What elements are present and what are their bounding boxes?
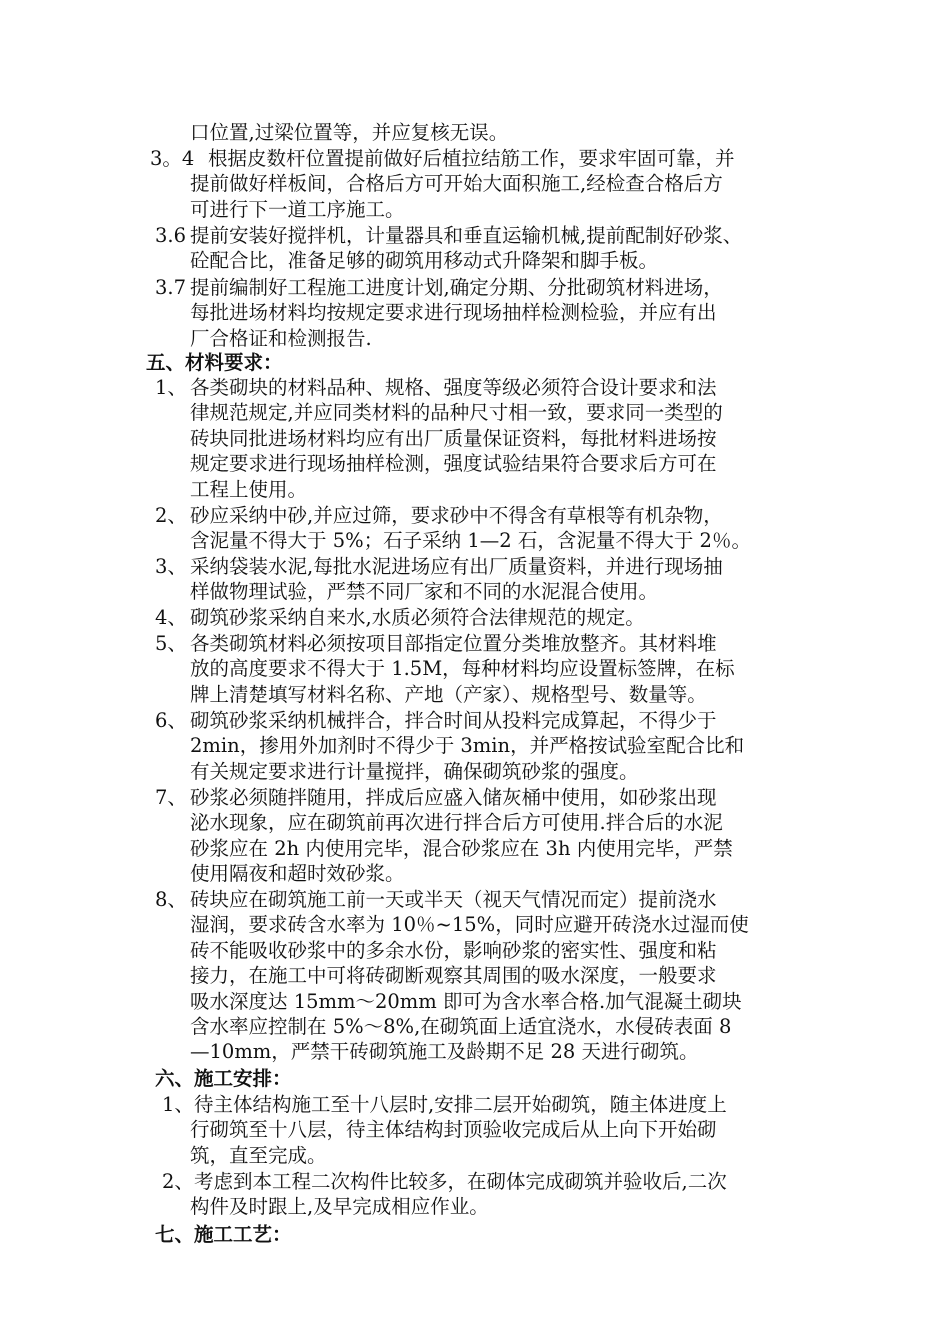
item-3-3-continuation bbox=[0, 120, 950, 145]
line-text: 砂浆应在 2h 内使用完毕，混合砂浆应在 3h 内使用完毕，严禁 bbox=[190, 836, 733, 860]
line-text: 提前安装好搅拌机，计量器具和垂直运输机械,提前配制好砂浆、 bbox=[190, 224, 743, 247]
line-text: 含水率应控制在 5%～8%,在砌筑面上适宜浇水，水侵砖表面 8 bbox=[190, 1014, 732, 1038]
line-text: 采纳袋装水泥,每批水泥进场应有出厂质量资料，并进行现场抽 bbox=[190, 555, 723, 578]
line-text: 律规范规定,并应同类材料的品种尺寸相一致，要求同一类型的 bbox=[190, 401, 723, 425]
material-item-1 bbox=[0, 375, 950, 502]
item-number: 3。4 bbox=[150, 147, 195, 170]
item-3-4 bbox=[0, 146, 950, 222]
line-text: 泌水现象，应在砌筑前再次进行拌合后方可使用.拌合后的水泥 bbox=[190, 811, 723, 835]
item-number: 8、 bbox=[155, 888, 187, 911]
line-text: —10mm，严禁干砖砌筑施工及龄期不足 28 天进行砌筑。 bbox=[190, 1040, 699, 1064]
line-text: 砂应采纳中砂,并应过筛，要求砂中不得含有草根等有机杂物， bbox=[190, 504, 723, 527]
line-text: 提前编制好工程施工进度计划,确定分期、分批砌筑材料进场， bbox=[190, 276, 723, 299]
section-heading: 六、施工安排： bbox=[155, 1067, 292, 1090]
line-text: 规定要求进行现场抽样检测，强度试验结果符合要求后方可在 bbox=[190, 452, 717, 476]
line-text: 考虑到本工程二次构件比较多，在砌体完成砌筑并验收后,二次 bbox=[194, 1170, 727, 1193]
line-text: 各类砌块的材料品种、规格、强度等级必须符合设计要求和法 bbox=[190, 376, 717, 399]
item-number: 6、 bbox=[155, 709, 187, 732]
schedule-item-2 bbox=[0, 1169, 950, 1220]
line-text: 接力，在施工中可将砖砌断观察其周围的吸水深度，一般要求 bbox=[190, 964, 717, 988]
line-text: 可进行下一道工序施工。 bbox=[190, 197, 405, 221]
line-text: 口位置,过梁位置等，并应复核无误。 bbox=[190, 121, 509, 144]
item-number: 7、 bbox=[155, 786, 187, 809]
line-text: 砖块同批进场材料均应有出厂质量保证资料，每批材料进场按 bbox=[190, 426, 717, 450]
line-text: 使用隔夜和超时效砂浆。 bbox=[190, 862, 405, 886]
item-number: 3、 bbox=[155, 555, 187, 578]
line-text: 筑，直至完成。 bbox=[190, 1143, 327, 1167]
line-text: 厂合格证和检测报告. bbox=[190, 326, 372, 350]
line-text: 砂浆必须随拌随用，拌成后应盛入储灰桶中使用，如砂浆出现 bbox=[190, 786, 717, 809]
material-item-8 bbox=[0, 887, 950, 1065]
section-heading-schedule bbox=[0, 1066, 950, 1091]
line-text: 行砌筑至十八层，待主体结构封顶验收完成后从上向下开始砌 bbox=[190, 1118, 717, 1142]
line-text: 待主体结构施工至十八层时,安排二层开始砌筑，随主体进度上 bbox=[194, 1093, 727, 1116]
material-item-6 bbox=[0, 708, 950, 784]
item-number: 1、 bbox=[155, 376, 187, 399]
section-heading-materials bbox=[0, 350, 950, 375]
line-text: 砌筑砂浆采纳自来水,水质必须符合法律规范的规定。 bbox=[190, 606, 645, 629]
material-item-4 bbox=[0, 605, 950, 630]
line-text: 构件及时跟上,及早完成相应作业。 bbox=[190, 1195, 489, 1219]
item-number: 2、 bbox=[162, 1170, 194, 1193]
section-heading: 五、材料要求： bbox=[146, 351, 283, 374]
line-text: 含泥量不得大于 5%；石子采纳 1—2 石，含泥量不得大于 2％。 bbox=[190, 529, 751, 553]
item-number: 1、 bbox=[162, 1093, 194, 1116]
line-text: 根据皮数杆位置提前做好后植拉结筋工作，要求牢固可靠，并 bbox=[208, 147, 735, 170]
line-text: 有关规定要求进行计量搅拌，确保砌筑砂浆的强度。 bbox=[190, 759, 639, 783]
section-heading: 七、施工工艺： bbox=[155, 1223, 292, 1246]
line-text: 牌上清楚填写材料名称、产地（产家）、规格型号、数量等。 bbox=[190, 682, 707, 706]
material-item-5 bbox=[0, 631, 950, 707]
item-number: 3.7 bbox=[155, 276, 187, 299]
schedule-item-1 bbox=[0, 1092, 950, 1168]
item-number: 3.6 bbox=[155, 224, 187, 247]
line-text: 2min，掺用外加剂时不得少于 3min，并严格按试验室配合比和 bbox=[190, 734, 745, 758]
line-text: 砖不能吸收砂浆中的多余水份，影响砂浆的密实性、强度和粘 bbox=[190, 938, 717, 962]
line-text: 样做物理试验，严禁不同厂家和不同的水泥混合使用。 bbox=[190, 580, 659, 604]
item-3-7 bbox=[0, 275, 950, 351]
line-text: 砖块应在砌筑施工前一天或半天（视天气情况而定）提前浇水 bbox=[190, 888, 717, 911]
material-item-7 bbox=[0, 785, 950, 887]
item-number: 4、 bbox=[155, 606, 187, 629]
line-text: 各类砌筑材料必须按项目部指定位置分类堆放整齐。其材料堆 bbox=[190, 632, 717, 655]
line-text: 工程上使用。 bbox=[190, 477, 308, 501]
line-text: 砼配合比，准备足够的砌筑用移动式升降架和脚手板。 bbox=[190, 249, 659, 273]
line-text: 湿润，要求砖含水率为 10％~15%，同时应避开砖浇水过湿而使 bbox=[190, 913, 749, 937]
line-text: 每批进场材料均按规定要求进行现场抽样检测检验，并应有出 bbox=[190, 301, 717, 325]
line-text: 提前做好样板间，合格后方可开始大面积施工,经检查合格后方 bbox=[190, 172, 723, 196]
item-number: 5、 bbox=[155, 632, 187, 655]
item-3-6 bbox=[0, 223, 950, 274]
line-text: 吸水深度达 15mm～20mm 即可为含水率合格.加气混凝土砌块 bbox=[190, 989, 742, 1013]
line-text: 放的高度要求不得大于 1.5M，每种材料均应设置标签牌，在标 bbox=[190, 657, 735, 681]
line-text: 砌筑砂浆采纳机械拌合，拌合时间从投料完成算起，不得少于 bbox=[190, 709, 717, 732]
section-heading-process bbox=[0, 1222, 950, 1247]
material-item-3 bbox=[0, 554, 950, 605]
item-number: 2、 bbox=[155, 504, 187, 527]
material-item-2 bbox=[0, 503, 950, 554]
